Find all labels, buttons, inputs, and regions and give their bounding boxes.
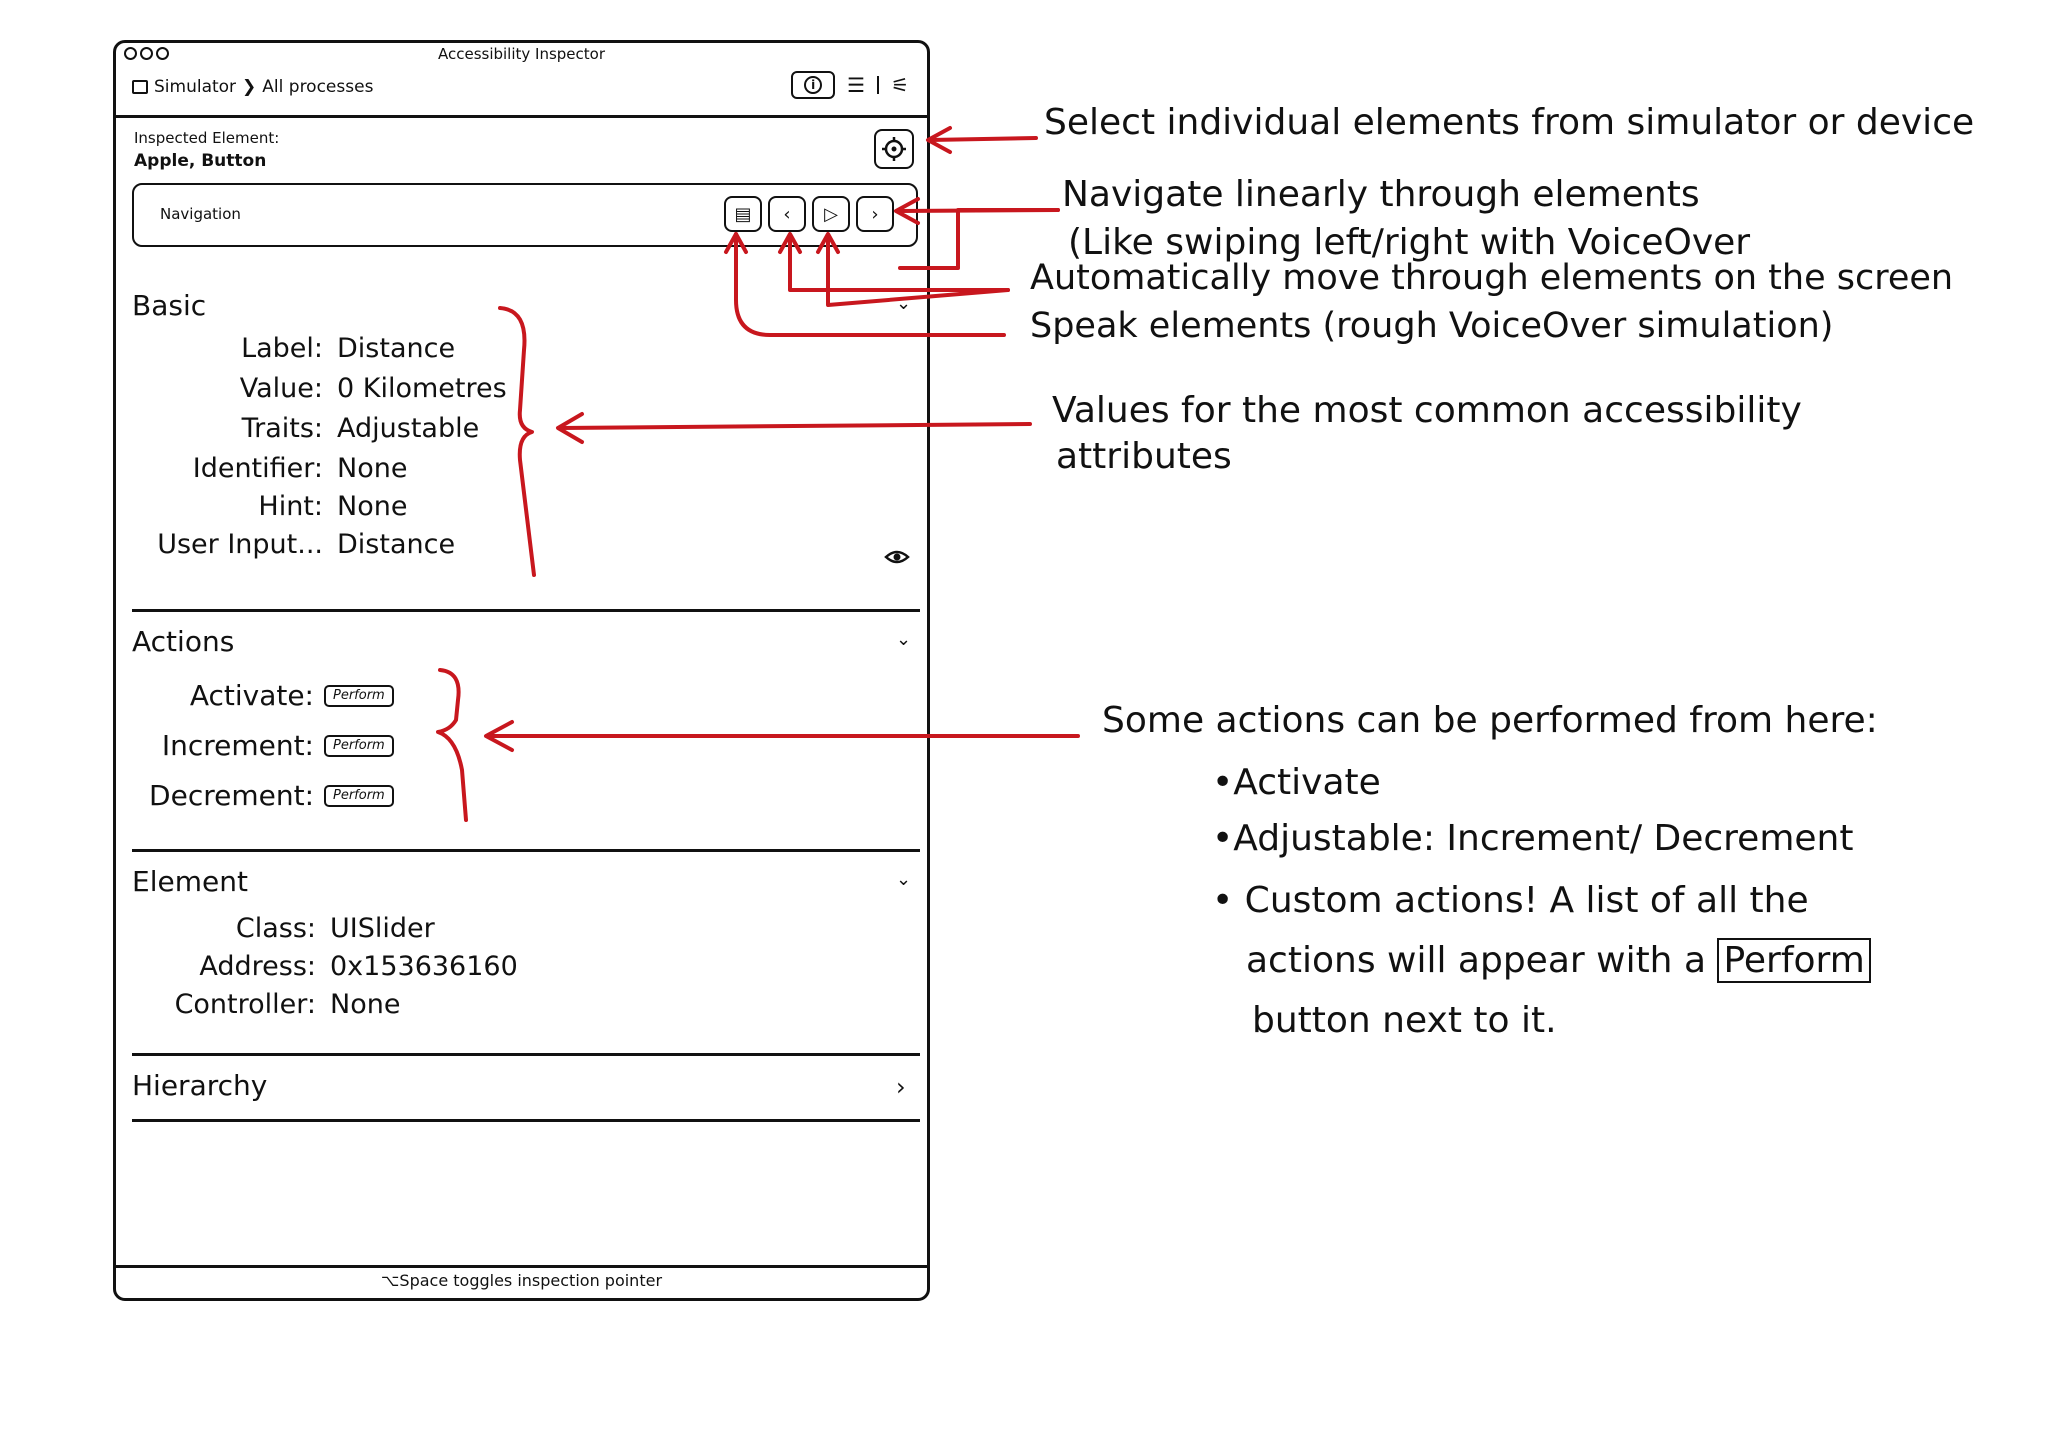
accessibility-inspector-window [113, 40, 930, 1301]
basic-row-user-input [116, 529, 455, 560]
navigation-label: Navigation [160, 205, 241, 223]
toolbar-separator [877, 76, 879, 94]
prop-key: User Input... [157, 529, 323, 560]
eye-icon [884, 547, 910, 567]
annotation-actions-line3: •Adjustable: Increment/ Decrement [1212, 818, 1854, 859]
prop-value: 0x153636160 [330, 951, 518, 982]
perform-button[interactable]: Perform [324, 735, 394, 757]
action-key: Decrement: [149, 779, 314, 812]
prop-key: Address: [199, 951, 316, 982]
prop-key: Label: [241, 333, 323, 364]
settings-sliders-icon[interactable]: ⚟ [891, 73, 909, 97]
section-divider [132, 1053, 920, 1056]
inspector-tab-button[interactable] [791, 71, 835, 99]
prop-value: None [337, 491, 408, 522]
prop-key: Identifier: [192, 453, 323, 484]
annotation-speak: Speak elements (rough VoiceOver simulation) [1030, 306, 1834, 346]
section-hierarchy-title[interactable]: Hierarchy [132, 1069, 268, 1102]
play-icon: ▷ [824, 203, 838, 225]
prop-value: Adjustable [337, 413, 480, 444]
inspected-element-value: Apple, Button [134, 151, 267, 171]
speak-button[interactable] [724, 196, 762, 232]
title-bar [116, 43, 927, 118]
section-basic-title[interactable]: Basic [132, 289, 207, 322]
annotation-navigate-line1: Navigate linearly through elements [1062, 174, 1700, 215]
breadcrumb[interactable] [132, 77, 373, 97]
prop-value: None [330, 989, 401, 1020]
element-row-class [116, 913, 435, 944]
chevron-right-icon[interactable]: › [896, 1073, 906, 1101]
action-row-activate [132, 679, 394, 712]
info-icon: i [804, 76, 822, 94]
annotation-values-line1: Values for the most common accessibility [1052, 390, 1802, 431]
speech-bubble-icon: ▤ [734, 203, 752, 225]
footer-divider [116, 1265, 927, 1268]
annotation-actions-line6: button next to it. [1252, 1000, 1557, 1041]
next-button[interactable] [856, 196, 894, 232]
perform-button[interactable]: Perform [324, 785, 394, 807]
chevron-down-icon[interactable]: ⌄ [896, 869, 912, 890]
chevron-right-icon: ❯ [242, 77, 257, 97]
prop-key: Class: [235, 913, 316, 944]
inspected-element-label: Inspected Element: [134, 129, 280, 147]
perform-button[interactable]: Perform [324, 685, 394, 707]
basic-row-label [116, 333, 455, 364]
section-divider [132, 849, 920, 852]
annotation-select: Select individual elements from simulator or device [1044, 102, 1975, 143]
breadcrumb-device[interactable]: Simulator [154, 77, 237, 97]
annotation-actions-line4: • Custom actions! A list of all the [1212, 880, 1809, 921]
target-crosshair-button[interactable] [874, 129, 914, 169]
annotation-actions-line5 [1246, 940, 1871, 982]
chevron-down-icon[interactable]: ⌄ [896, 293, 912, 314]
annotation-actions-line2: •Activate [1212, 762, 1381, 803]
basic-row-value [116, 373, 507, 404]
previous-button[interactable] [768, 196, 806, 232]
annotation-automatic: Automatically move through elements on the screen [1030, 258, 1954, 298]
chevron-right-icon: › [871, 203, 879, 225]
prop-value: Distance [337, 529, 456, 560]
chevron-down-icon[interactable]: ⌄ [896, 629, 912, 650]
toolbar [791, 71, 909, 99]
section-actions-title[interactable]: Actions [132, 625, 235, 658]
action-key: Activate: [189, 679, 314, 712]
section-divider [132, 1119, 920, 1122]
navigation-buttons [724, 196, 894, 232]
device-icon [132, 80, 148, 94]
prop-value: UISlider [330, 913, 435, 944]
element-row-controller [116, 989, 400, 1020]
breadcrumb-process[interactable]: All processes [262, 77, 374, 97]
footer-hint: ⌥Space toggles inspection pointer [380, 1271, 663, 1290]
element-row-address [116, 951, 518, 982]
prop-key: Controller: [174, 989, 316, 1020]
prop-key: Traits: [241, 413, 323, 444]
action-key: Increment: [161, 729, 314, 762]
crosshair-icon [881, 136, 907, 162]
annotation-actions-line1: Some actions can be performed from here: [1102, 700, 1878, 741]
eye-button[interactable] [884, 547, 910, 571]
section-element-title[interactable]: Element [132, 865, 248, 898]
window-title: Accessibility Inspector [437, 45, 606, 63]
annotation-perform-sample: Perform [1717, 938, 1870, 983]
annotation-actions-line5-text: actions will appear with a [1246, 940, 1707, 981]
annotation-navigate-line2: (Like swiping left/right with VoiceOver [1068, 222, 1751, 263]
basic-row-identifier [116, 453, 407, 484]
navigation-panel [132, 183, 918, 247]
basic-row-hint [116, 491, 407, 522]
prop-key: Value: [239, 373, 323, 404]
chevron-left-icon: ‹ [783, 203, 791, 225]
prop-value: 0 Kilometres [337, 373, 507, 404]
play-button[interactable] [812, 196, 850, 232]
basic-row-traits [116, 413, 479, 444]
section-divider [132, 609, 920, 612]
prop-value: Distance [337, 333, 456, 364]
prop-value: None [337, 453, 408, 484]
annotation-values-line2: attributes [1056, 436, 1232, 477]
action-row-increment [132, 729, 394, 762]
action-row-decrement [132, 779, 394, 812]
audit-icon[interactable]: ☰ [847, 73, 866, 97]
prop-key: Hint: [258, 491, 323, 522]
